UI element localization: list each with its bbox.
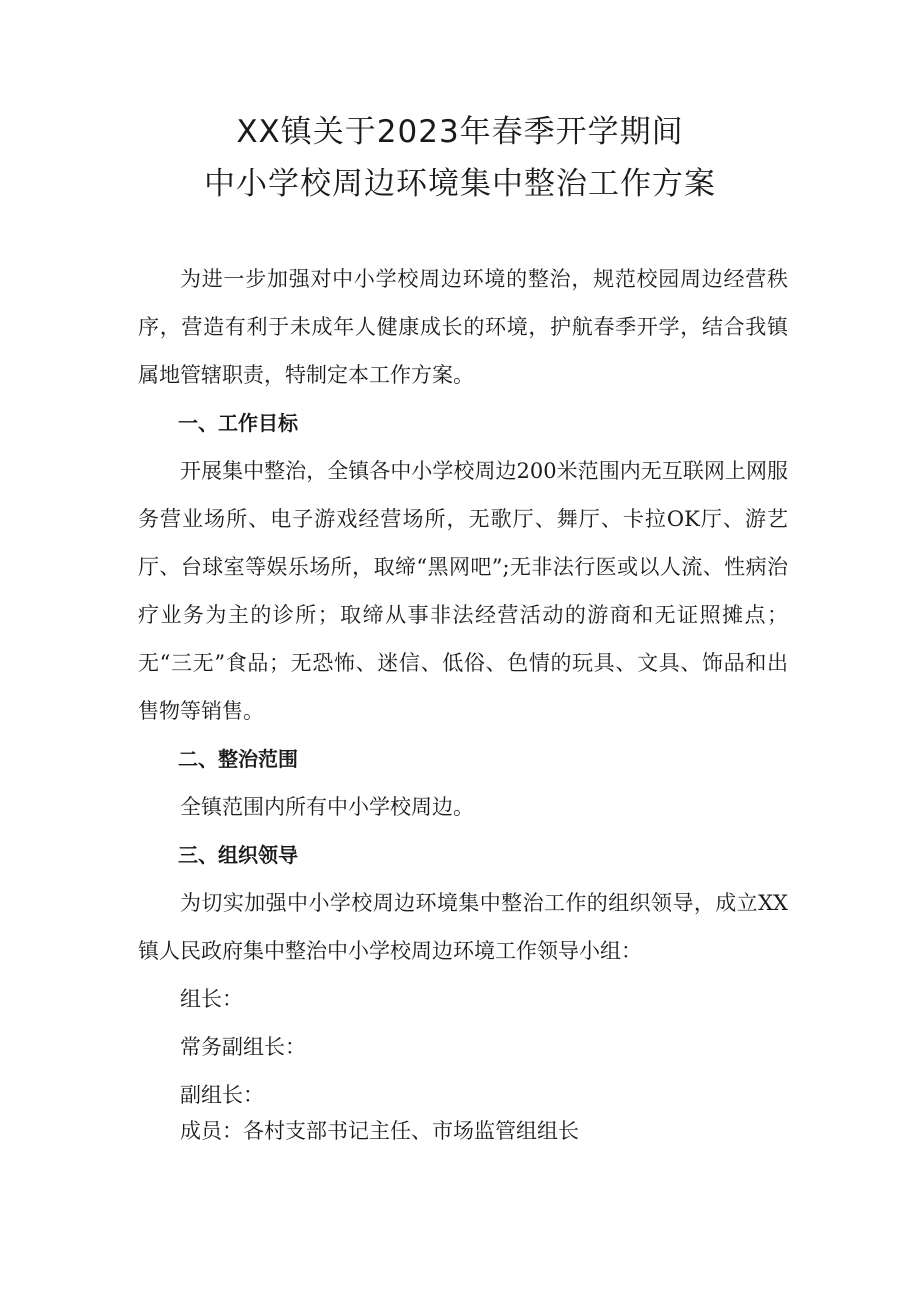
roster-members: 成员：各村支部书记主任、市场监管组组长 [180, 1119, 579, 1143]
section-body-goals: 开展集中整治，全镇各中小学校周边200米范围内无互联网上网服务营业场所、电子游戏经营场所，无歌厅、舞厅、卡拉OK厅、游艺厅、台球室等娱乐场所，取缔“黑网吧”;无非法行医或以人流、性病治疗业务为主的诊所；取缔从事非法经营活动的游商和无证照摊点；无“三无”食品；无恐怖、迷信、低俗、色情的玩具、文具、饰品和出售物等销售。 [138, 459, 788, 723]
section-body-leadership: 为切实加强中小学校周边环境集中整治工作的组织领导，成立XX镇人民政府集中整治中小学校周边环境工作领导小组： [138, 891, 788, 963]
roster-leader: 组长： [180, 987, 243, 1011]
section-heading-scope: 二、整治范围 [178, 747, 298, 771]
document-body [138, 255, 788, 1149]
section-body-scope: 全镇范围内所有中小学校周边。 [180, 795, 474, 819]
roster-executive-deputy: 常务副组长： [180, 1035, 306, 1059]
document-title-line-2: 中小学校周边环境集中整治工作方案 [204, 166, 716, 202]
document-title-line-1: XX镇关于2023年春季开学期间 [236, 114, 684, 150]
section-heading-leadership: 三、组织领导 [178, 843, 298, 867]
intro-paragraph: 为进一步加强对中小学校周边环境的整治，规范校园周边经营秩序，营造有利于未成年人健康成长的环境，护航春季开学，结合我镇属地管辖职责，特制定本工作方案。 [138, 267, 788, 387]
roster-deputy: 副组长： [180, 1083, 264, 1107]
section-heading-goals: 一、工作目标 [178, 411, 298, 435]
